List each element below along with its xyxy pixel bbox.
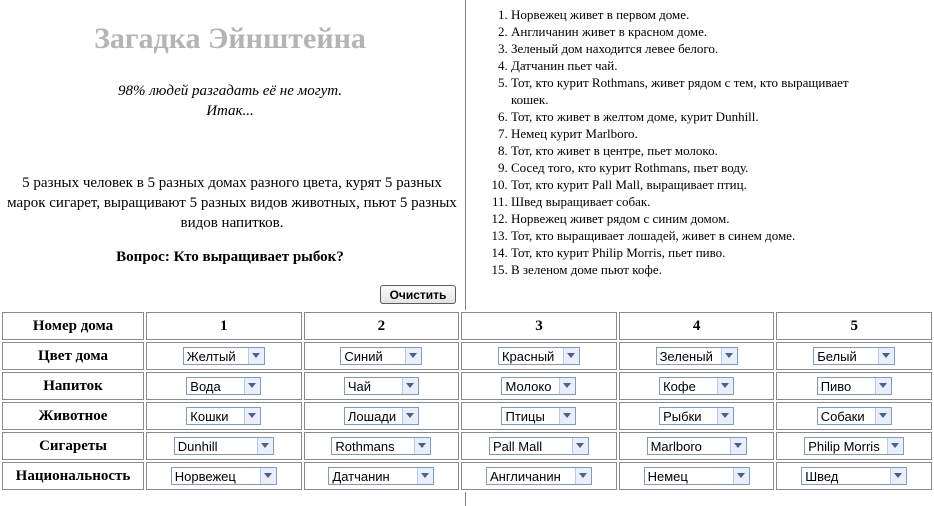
chevron-down-icon[interactable] [402, 378, 418, 394]
grid-cell [619, 342, 775, 370]
grid-cell [776, 372, 932, 400]
grid-cell [461, 462, 617, 490]
grid-row-cigarettes [2, 432, 932, 460]
grid-cell [461, 342, 617, 370]
drink-select[interactable] [344, 377, 419, 395]
chevron-down-icon[interactable] [257, 438, 273, 454]
nationality-select[interactable] [801, 467, 907, 485]
puzzle-question: Вопрос: Кто выращивает рыбок? [116, 249, 344, 265]
cigarettes-select[interactable] [647, 437, 747, 455]
cigarettes-select[interactable] [174, 437, 274, 455]
animal-select-value: Лошади [347, 409, 397, 424]
chevron-down-icon[interactable] [717, 408, 733, 424]
grid-cell [776, 462, 932, 490]
color-select[interactable] [813, 347, 895, 365]
chevron-down-icon[interactable] [575, 468, 591, 484]
chevron-down-icon[interactable] [890, 468, 906, 484]
grid-cell [461, 372, 617, 400]
grid-cell [146, 462, 302, 490]
animal-select[interactable] [344, 407, 419, 425]
intro-panel [0, 0, 465, 310]
nationality-select-value: Англичанин [489, 469, 561, 484]
animal-select-value: Кошки [190, 409, 229, 424]
chevron-down-icon[interactable] [733, 468, 749, 484]
grid-row-color [2, 342, 932, 370]
rule-item: 15. В зеленом доме пьют кофе. [511, 261, 856, 278]
animal-select[interactable] [501, 407, 576, 425]
grid-row-animal [2, 402, 932, 430]
grid-cell [776, 432, 932, 460]
rule-item: 1. Норвежец живет в первом доме. [511, 6, 856, 23]
color-select-value: Синий [344, 349, 383, 364]
panel-divider [465, 0, 466, 310]
rules-list [480, 6, 856, 278]
chevron-down-icon[interactable] [414, 438, 430, 454]
grid-cell [776, 402, 932, 430]
rule-item: 13. Тот, кто выращивает лошадей, живет в синем доме. [511, 227, 856, 244]
drink-select[interactable] [817, 377, 892, 395]
house-number: 1 [146, 312, 302, 340]
drink-select[interactable] [659, 377, 734, 395]
nationality-select-value: Немец [647, 469, 688, 484]
cigarettes-select[interactable] [804, 437, 904, 455]
color-select[interactable] [656, 347, 738, 365]
chevron-down-icon[interactable] [260, 468, 276, 484]
grid-cell [146, 432, 302, 460]
grid-cell [619, 402, 775, 430]
puzzle-grid [0, 310, 934, 492]
chevron-down-icon[interactable] [248, 348, 264, 364]
drink-select-value: Пиво [820, 379, 852, 394]
grid-cell [619, 462, 775, 490]
cigarettes-select-value: Rothmans [335, 439, 395, 454]
rule-item: 9. Сосед того, кто курит Rothmans, пьет воду. [511, 159, 856, 176]
cigarettes-select-value: Marlboro [650, 439, 702, 454]
grid-row-drink [2, 372, 932, 400]
rule-item: 2. Англичанин живет в красном доме. [511, 23, 856, 40]
cigarettes-select-value: Pall Mall [492, 439, 543, 454]
chevron-down-icon[interactable] [559, 378, 575, 394]
house-number: 5 [776, 312, 932, 340]
grid-cell [619, 372, 775, 400]
subtitle [0, 81, 460, 121]
color-select[interactable] [340, 347, 422, 365]
chevron-down-icon[interactable] [887, 438, 903, 454]
chevron-down-icon[interactable] [572, 438, 588, 454]
drink-select-value: Кофе [663, 379, 696, 394]
color-select[interactable] [498, 347, 580, 365]
rule-item: 8. Тот, кто живет в центре, пьет молоко. [511, 142, 856, 159]
chevron-down-icon[interactable] [875, 408, 891, 424]
house-number: 2 [304, 312, 460, 340]
chevron-down-icon[interactable] [730, 438, 746, 454]
drink-select-value: Вода [190, 379, 221, 394]
subtitle-line-1: 98% людей разгадать её не могут. [117, 83, 342, 99]
grid-cell [461, 402, 617, 430]
puzzle-description: 5 разных человек в 5 разных домах разного цвета, курят 5 разных марок сигарет, выращивают 5 разных видов животных, пьют 5 разных видов напитков. [7, 175, 457, 231]
color-select-value: Зеленый [659, 349, 713, 364]
grid-cell [304, 372, 460, 400]
drink-select[interactable] [186, 377, 261, 395]
grid-cell [304, 462, 460, 490]
chevron-down-icon[interactable] [405, 348, 421, 364]
grid-cell [304, 342, 460, 370]
row-label-animal: Животное [2, 402, 144, 430]
house-number: 3 [461, 312, 617, 340]
drink-select-value: Чай [347, 379, 372, 394]
grid-cell [619, 432, 775, 460]
color-select-value: Красный [501, 349, 555, 364]
grid-row-nationality [2, 462, 932, 490]
animal-select-value: Собаки [820, 409, 865, 424]
nationality-select[interactable] [644, 467, 750, 485]
nationality-select[interactable] [171, 467, 277, 485]
rule-item: 5. Тот, кто курит Rothmans, живет рядом с тем, кто выращивает кошек. [511, 74, 856, 108]
nationality-select-value: Швед [805, 469, 839, 484]
row-label-nationality: Национальность [2, 462, 144, 490]
house-number: 4 [619, 312, 775, 340]
chevron-down-icon[interactable] [244, 378, 260, 394]
chevron-down-icon[interactable] [717, 378, 733, 394]
grid-cell [776, 342, 932, 370]
cigarettes-select-value: Philip Morris [808, 439, 880, 454]
nationality-select[interactable] [328, 467, 434, 485]
row-label-drink: Напиток [2, 372, 144, 400]
page-title: Загадка Эйнштейна [94, 22, 366, 55]
grid-header-row [2, 312, 932, 340]
chevron-down-icon[interactable] [563, 348, 579, 364]
subtitle-line-2: Итак... [206, 103, 254, 119]
drink-select-value: Молоко [505, 379, 552, 394]
chevron-down-icon[interactable] [875, 378, 891, 394]
cigarettes-select[interactable] [331, 437, 431, 455]
rule-item: 3. Зеленый дом находится левее белого. [511, 40, 856, 57]
chevron-down-icon[interactable] [417, 468, 433, 484]
rule-item: 4. Датчанин пьет чай. [511, 57, 856, 74]
animal-select[interactable] [817, 407, 892, 425]
drink-select[interactable] [501, 377, 576, 395]
nationality-select[interactable] [486, 467, 592, 485]
rule-item: 10. Тот, кто курит Pall Mall, выращивает птиц. [511, 176, 856, 193]
grid-cell [146, 402, 302, 430]
animal-select-value: Птицы [505, 409, 545, 424]
chevron-down-icon[interactable] [244, 408, 260, 424]
rule-item: 14. Тот, кто курит Philip Morris, пьет пиво. [511, 244, 856, 261]
clear-button[interactable]: Очистить [380, 285, 456, 304]
color-select[interactable] [183, 347, 265, 365]
grid-cell [146, 342, 302, 370]
animal-select[interactable] [186, 407, 261, 425]
grid-cell [146, 372, 302, 400]
grid-cell [304, 432, 460, 460]
grid-cell [304, 402, 460, 430]
chevron-down-icon[interactable] [878, 348, 894, 364]
nationality-select-value: Норвежец [174, 469, 236, 484]
animal-select-value: Рыбки [663, 409, 702, 424]
row-label-cigarettes: Сигареты [2, 432, 144, 460]
color-select-value: Белый [817, 349, 857, 364]
nationality-select-value: Датчанин [332, 469, 390, 484]
house-number-label: Номер дома [2, 312, 144, 340]
color-select-value: Желтый [186, 349, 236, 364]
row-label-color: Цвет дома [2, 342, 144, 370]
cigarettes-select[interactable] [489, 437, 589, 455]
chevron-down-icon[interactable] [559, 408, 575, 424]
grid-cell [461, 432, 617, 460]
rule-item: 7. Немец курит Marlboro. [511, 125, 856, 142]
cigarettes-select-value: Dunhill [177, 439, 218, 454]
rule-item: 11. Швед выращивает собак. [511, 193, 856, 210]
panel-divider-bottom [465, 492, 466, 506]
animal-select[interactable] [659, 407, 734, 425]
rule-item: 12. Норвежец живет рядом с синим домом. [511, 210, 856, 227]
chevron-down-icon[interactable] [721, 348, 737, 364]
chevron-down-icon[interactable] [402, 408, 418, 424]
rule-item: 6. Тот, кто живет в желтом доме, курит Dunhill. [511, 108, 856, 125]
